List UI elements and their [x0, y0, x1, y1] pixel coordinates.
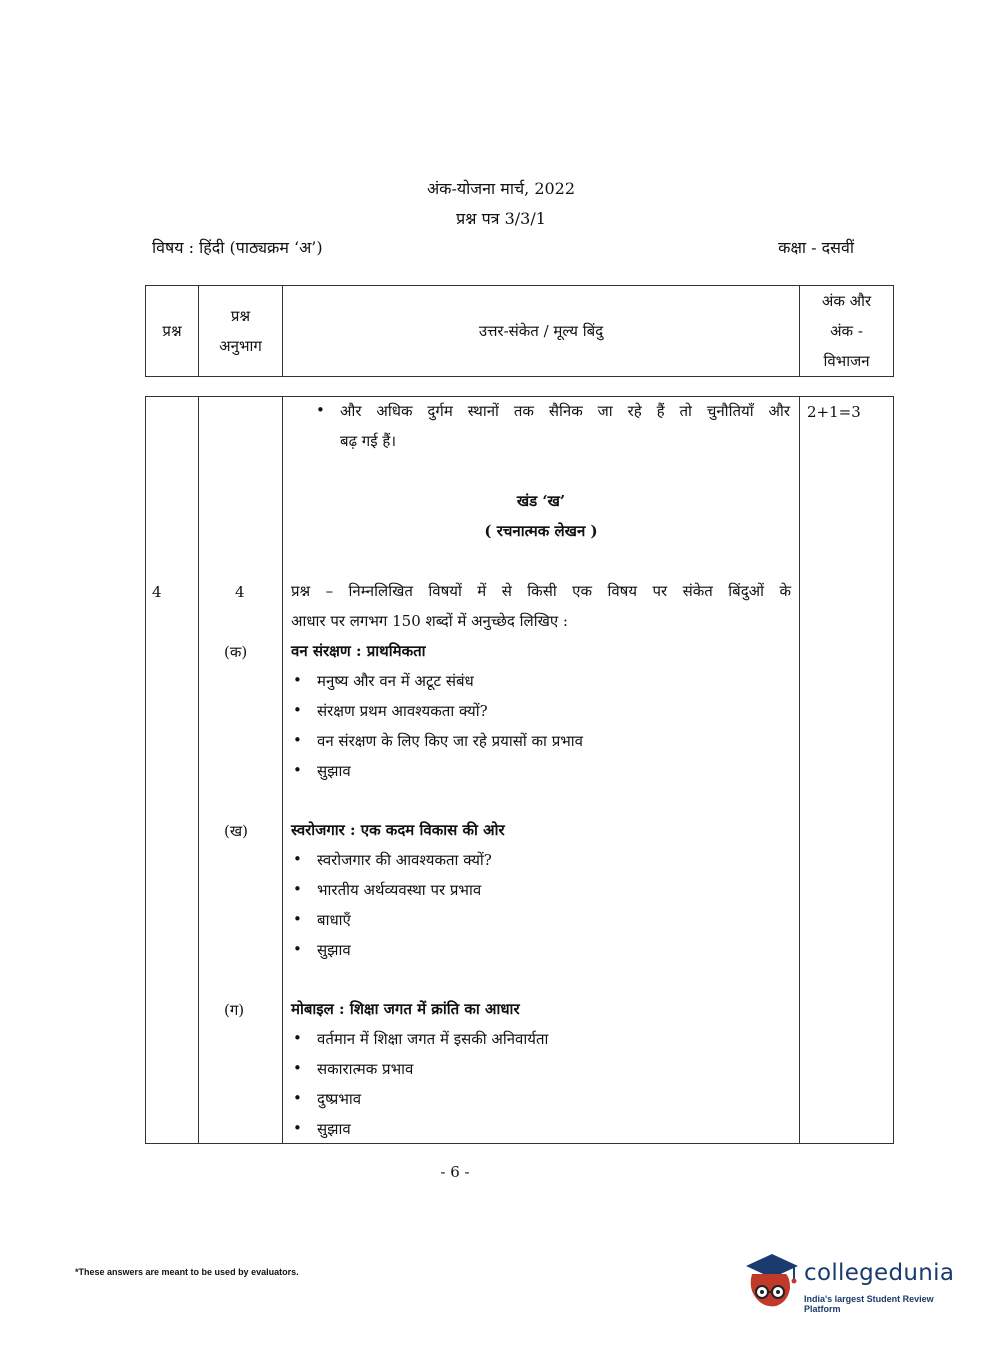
carry-over-point: • और अधिक दुर्गम स्थानों तक सैनिक जा रहे हैं तो चुनौतियाँ और — [340, 401, 790, 421]
page-number: - 6 - — [440, 1163, 470, 1181]
list-item: • दुष्प्रभाव — [317, 1089, 361, 1109]
answer-table — [145, 396, 894, 1144]
list-item: • संरक्षण प्रथम आवश्यकता क्यों? — [317, 701, 488, 721]
question-text-cont: आधार पर लगभग 150 शब्दों में अनुच्छेद लिखिए : — [291, 612, 568, 630]
carry-over-point-cont: बढ़ गई हैं। — [340, 432, 397, 450]
list-item: • बाधाएँ — [317, 910, 351, 930]
footer-note: *These answers are meant to be used by evaluators. — [75, 1267, 299, 1277]
topic-title-kha: स्वरोजगार : एक कदम विकास की ओर — [291, 821, 505, 839]
collegedunia-logo — [742, 1248, 972, 1318]
list-item: • वन संरक्षण के लिए किए जा रहे प्रयासों का प्रभाव — [317, 731, 583, 751]
header-question: प्रश्न — [146, 286, 199, 377]
paper-code: प्रश्न पत्र 3/3/1 — [456, 209, 546, 228]
section-title: खंड ‘ख’ — [516, 492, 566, 510]
student-mascot-icon — [742, 1248, 802, 1314]
topic-title-ka: वन संरक्षण : प्राथमिकता — [291, 642, 426, 660]
section-subtitle: ( रचनात्मक लेखन ) — [484, 522, 598, 540]
list-item: • मनुष्य और वन में अटूट संबंध — [317, 671, 474, 691]
logo-tagline: India's largest Student Review Platform — [804, 1294, 934, 1314]
table-header — [145, 285, 894, 377]
topic-title-ga: मोबाइल : शिक्षा जगत में क्रांति का आधार — [291, 1000, 520, 1018]
list-item: • सुझाव — [317, 761, 351, 781]
class-label: कक्षा - दसवीं — [778, 238, 854, 257]
question-section-cell — [199, 397, 283, 1144]
header-section: प्रश्न अनुभाग — [199, 286, 283, 377]
question-number-cell — [146, 397, 199, 1144]
topic-label-ga: (ग) — [224, 1001, 245, 1019]
marks-cell — [800, 397, 894, 1144]
question-number: 4 — [152, 583, 162, 601]
question-part: 4 — [235, 583, 245, 601]
logo-name: collegedunia — [804, 1260, 955, 1286]
subject-label: विषय : हिंदी (पाठ्यक्रम ‘अ’) — [152, 238, 323, 257]
list-item: • वर्तमान में शिक्षा जगत में इसकी अनिवार्यता — [317, 1029, 548, 1049]
topic-label-ka: (क) — [224, 643, 248, 661]
marks-value: 2+1=3 — [807, 403, 861, 421]
list-item: • सुझाव — [317, 940, 351, 960]
topic-label-kha: (ख) — [224, 822, 248, 840]
list-item: • भारतीय अर्थव्यवस्था पर प्रभाव — [317, 880, 481, 900]
question-text: प्रश्न – निम्नलिखित विषयों में से किसी एक विषय पर संकेत बिंदुओं के — [291, 582, 791, 600]
answer-cell — [283, 397, 800, 1144]
document-title: अंक-योजना मार्च, 2022 — [426, 179, 576, 198]
header-marks: अंक और अंक - विभाजन — [800, 286, 894, 377]
list-item: • सकारात्मक प्रभाव — [317, 1059, 413, 1079]
list-item: • स्वरोजगार की आवश्यकता क्यों? — [317, 850, 492, 870]
header-answer-hints: उत्तर-संकेत / मूल्य बिंदु — [283, 286, 800, 377]
list-item: • सुझाव — [317, 1119, 351, 1139]
